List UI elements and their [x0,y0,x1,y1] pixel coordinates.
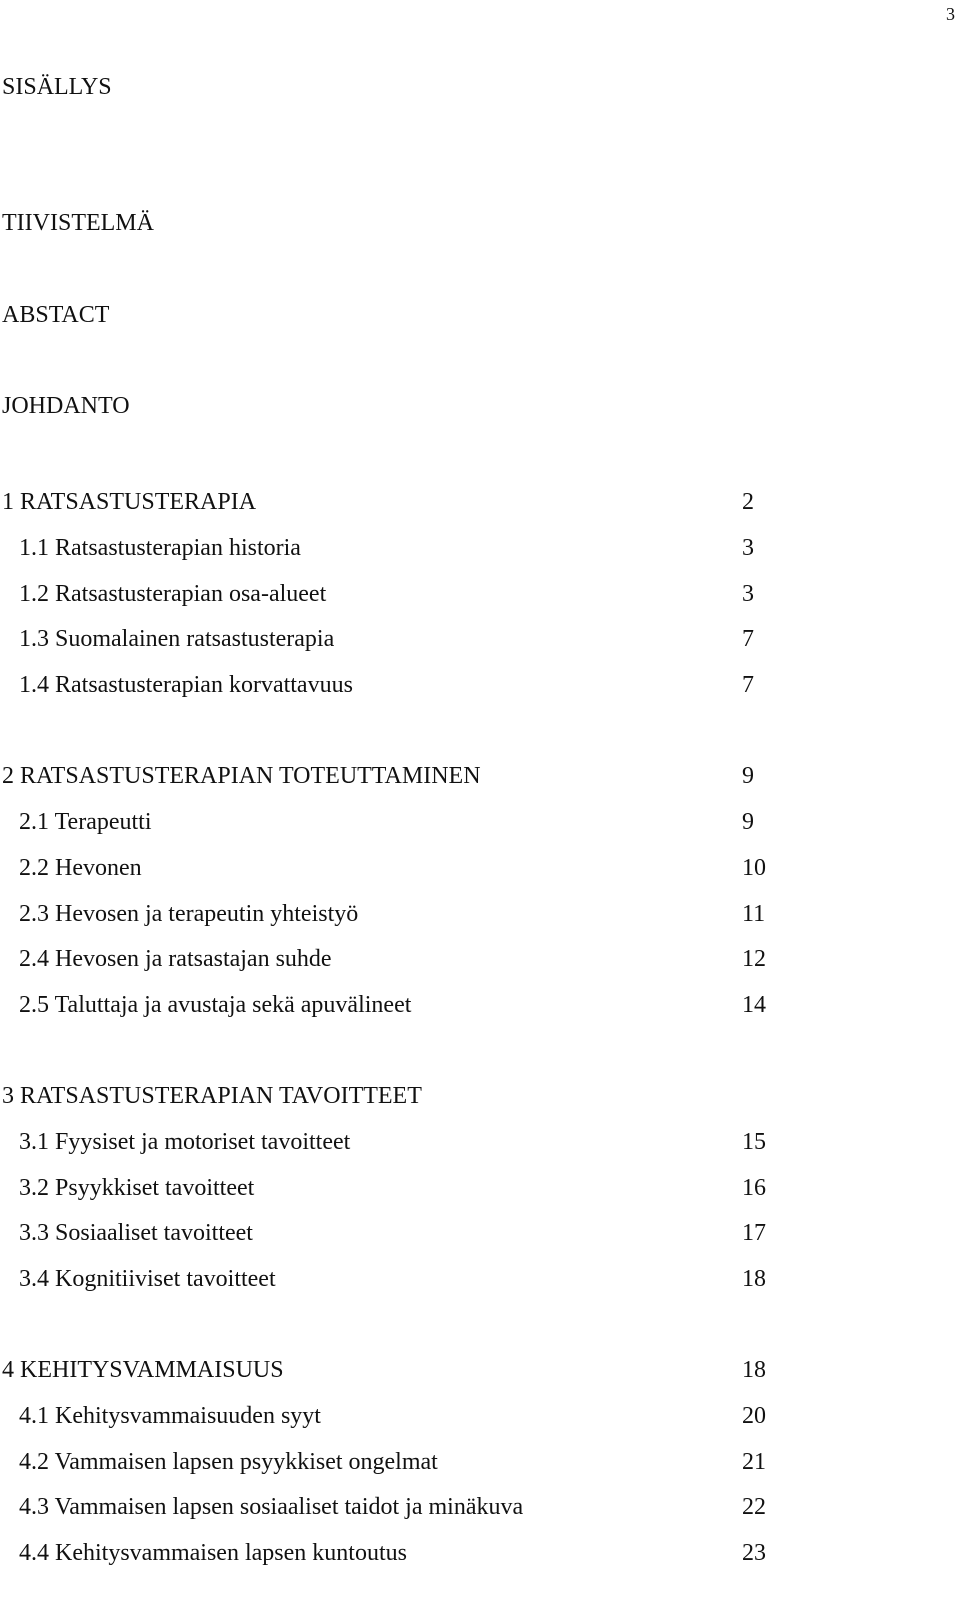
toc-entry-page: 11 [742,901,766,927]
toc-entry[interactable] [0,850,960,886]
toc-entry[interactable] [0,1215,960,1251]
toc-entry-label: 2.1 Terapeutti [19,809,152,835]
toc-entry[interactable] [0,1124,960,1160]
toc-entry[interactable] [0,804,960,840]
toc-entry-label: 4.1 Kehitysvammaisuuden syyt [19,1403,321,1429]
toc-entry[interactable] [0,484,960,520]
toc-entry[interactable] [0,1398,960,1434]
front-matter-abstract: ABSTACT [2,302,110,328]
toc-entry-page: 17 [742,1220,766,1246]
toc-entry-label: 2.5 Taluttaja ja avustaja sekä apuvälineet [19,992,412,1018]
toc-entry-page: 3 [742,535,754,561]
toc-entry-page: 16 [742,1175,766,1201]
toc-entry-label: 4.2 Vammaisen lapsen psyykkiset ongelmat [19,1449,438,1475]
front-matter-johdanto: JOHDANTO [2,393,130,419]
toc-entry-label: 4.4 Kehitysvammaisen lapsen kuntoutus [19,1540,407,1566]
toc-entry[interactable] [0,1078,960,1114]
toc-entry-page: 15 [742,1129,766,1155]
toc-heading: SISÄLLYS [2,74,112,100]
toc-entry-page: 23 [742,1540,766,1566]
toc-entry[interactable] [0,667,960,703]
toc-entry-label: 1.2 Ratsastusterapian osa-alueet [19,581,327,607]
page-number: 3 [946,4,955,24]
toc-entry-page: 3 [742,581,754,607]
toc-entry-page: 18 [742,1357,766,1383]
toc-entry-label: 4.3 Vammaisen lapsen sosiaaliset taidot ja minäkuva [19,1494,524,1520]
toc-entry[interactable] [0,1261,960,1297]
toc-entry[interactable] [0,987,960,1023]
toc-entry-label: 1.4 Ratsastusterapian korvattavuus [19,672,353,698]
toc-entry-page: 7 [742,626,754,652]
toc-entry-page: 21 [742,1449,766,1475]
toc-entry-page: 20 [742,1403,766,1429]
toc-entry-page: 9 [742,809,754,835]
toc-entry-page: 12 [742,946,766,972]
toc-entry[interactable] [0,1170,960,1206]
toc-entry[interactable] [0,1352,960,1388]
toc-entry-label: 1.1 Ratsastusterapian historia [19,535,301,561]
toc-entry-page: 9 [742,763,754,789]
toc-entry-label: 4 KEHITYSVAMMAISUUS [2,1357,284,1383]
toc-entry-page: 7 [742,672,754,698]
toc-entry-label: 1.3 Suomalainen ratsastusterapia [19,626,335,652]
toc-entry-page: 22 [742,1494,766,1520]
toc-entry-label: 3.1 Fyysiset ja motoriset tavoitteet [19,1129,351,1155]
toc-entry[interactable] [0,1535,960,1571]
toc-entry-page: 18 [742,1266,766,1292]
toc-entry-page: 14 [742,992,766,1018]
toc-entry[interactable] [0,758,960,794]
toc-entry[interactable] [0,896,960,932]
toc-entry-label: 2.3 Hevosen ja terapeutin yhteistyö [19,901,359,927]
toc-entry[interactable] [0,1489,960,1525]
toc-entry-label: 3 RATSASTUSTERAPIAN TAVOITTEET [2,1083,422,1109]
toc-entry-label: 3.3 Sosiaaliset tavoitteet [19,1220,253,1246]
toc-entry[interactable] [0,576,960,612]
toc-entry-label: 1 RATSASTUSTERAPIA [2,489,257,515]
toc-entry-page: 2 [742,489,754,515]
toc-entry[interactable] [0,621,960,657]
toc-entry[interactable] [0,941,960,977]
toc-entry-label: 3.2 Psyykkiset tavoitteet [19,1175,255,1201]
toc-entry-label: 3.4 Kognitiiviset tavoitteet [19,1266,276,1292]
toc-entry-page: 10 [742,855,766,881]
toc-entry-label: 2.4 Hevosen ja ratsastajan suhde [19,946,332,972]
toc-entry-label: 2.2 Hevonen [19,855,142,881]
toc-entry[interactable] [0,1444,960,1480]
toc-entry[interactable] [0,530,960,566]
toc-entry-label: 2 RATSASTUSTERAPIAN TOTEUTTAMINEN [2,763,481,789]
front-matter-tiivistelma: TIIVISTELMÄ [2,210,154,236]
